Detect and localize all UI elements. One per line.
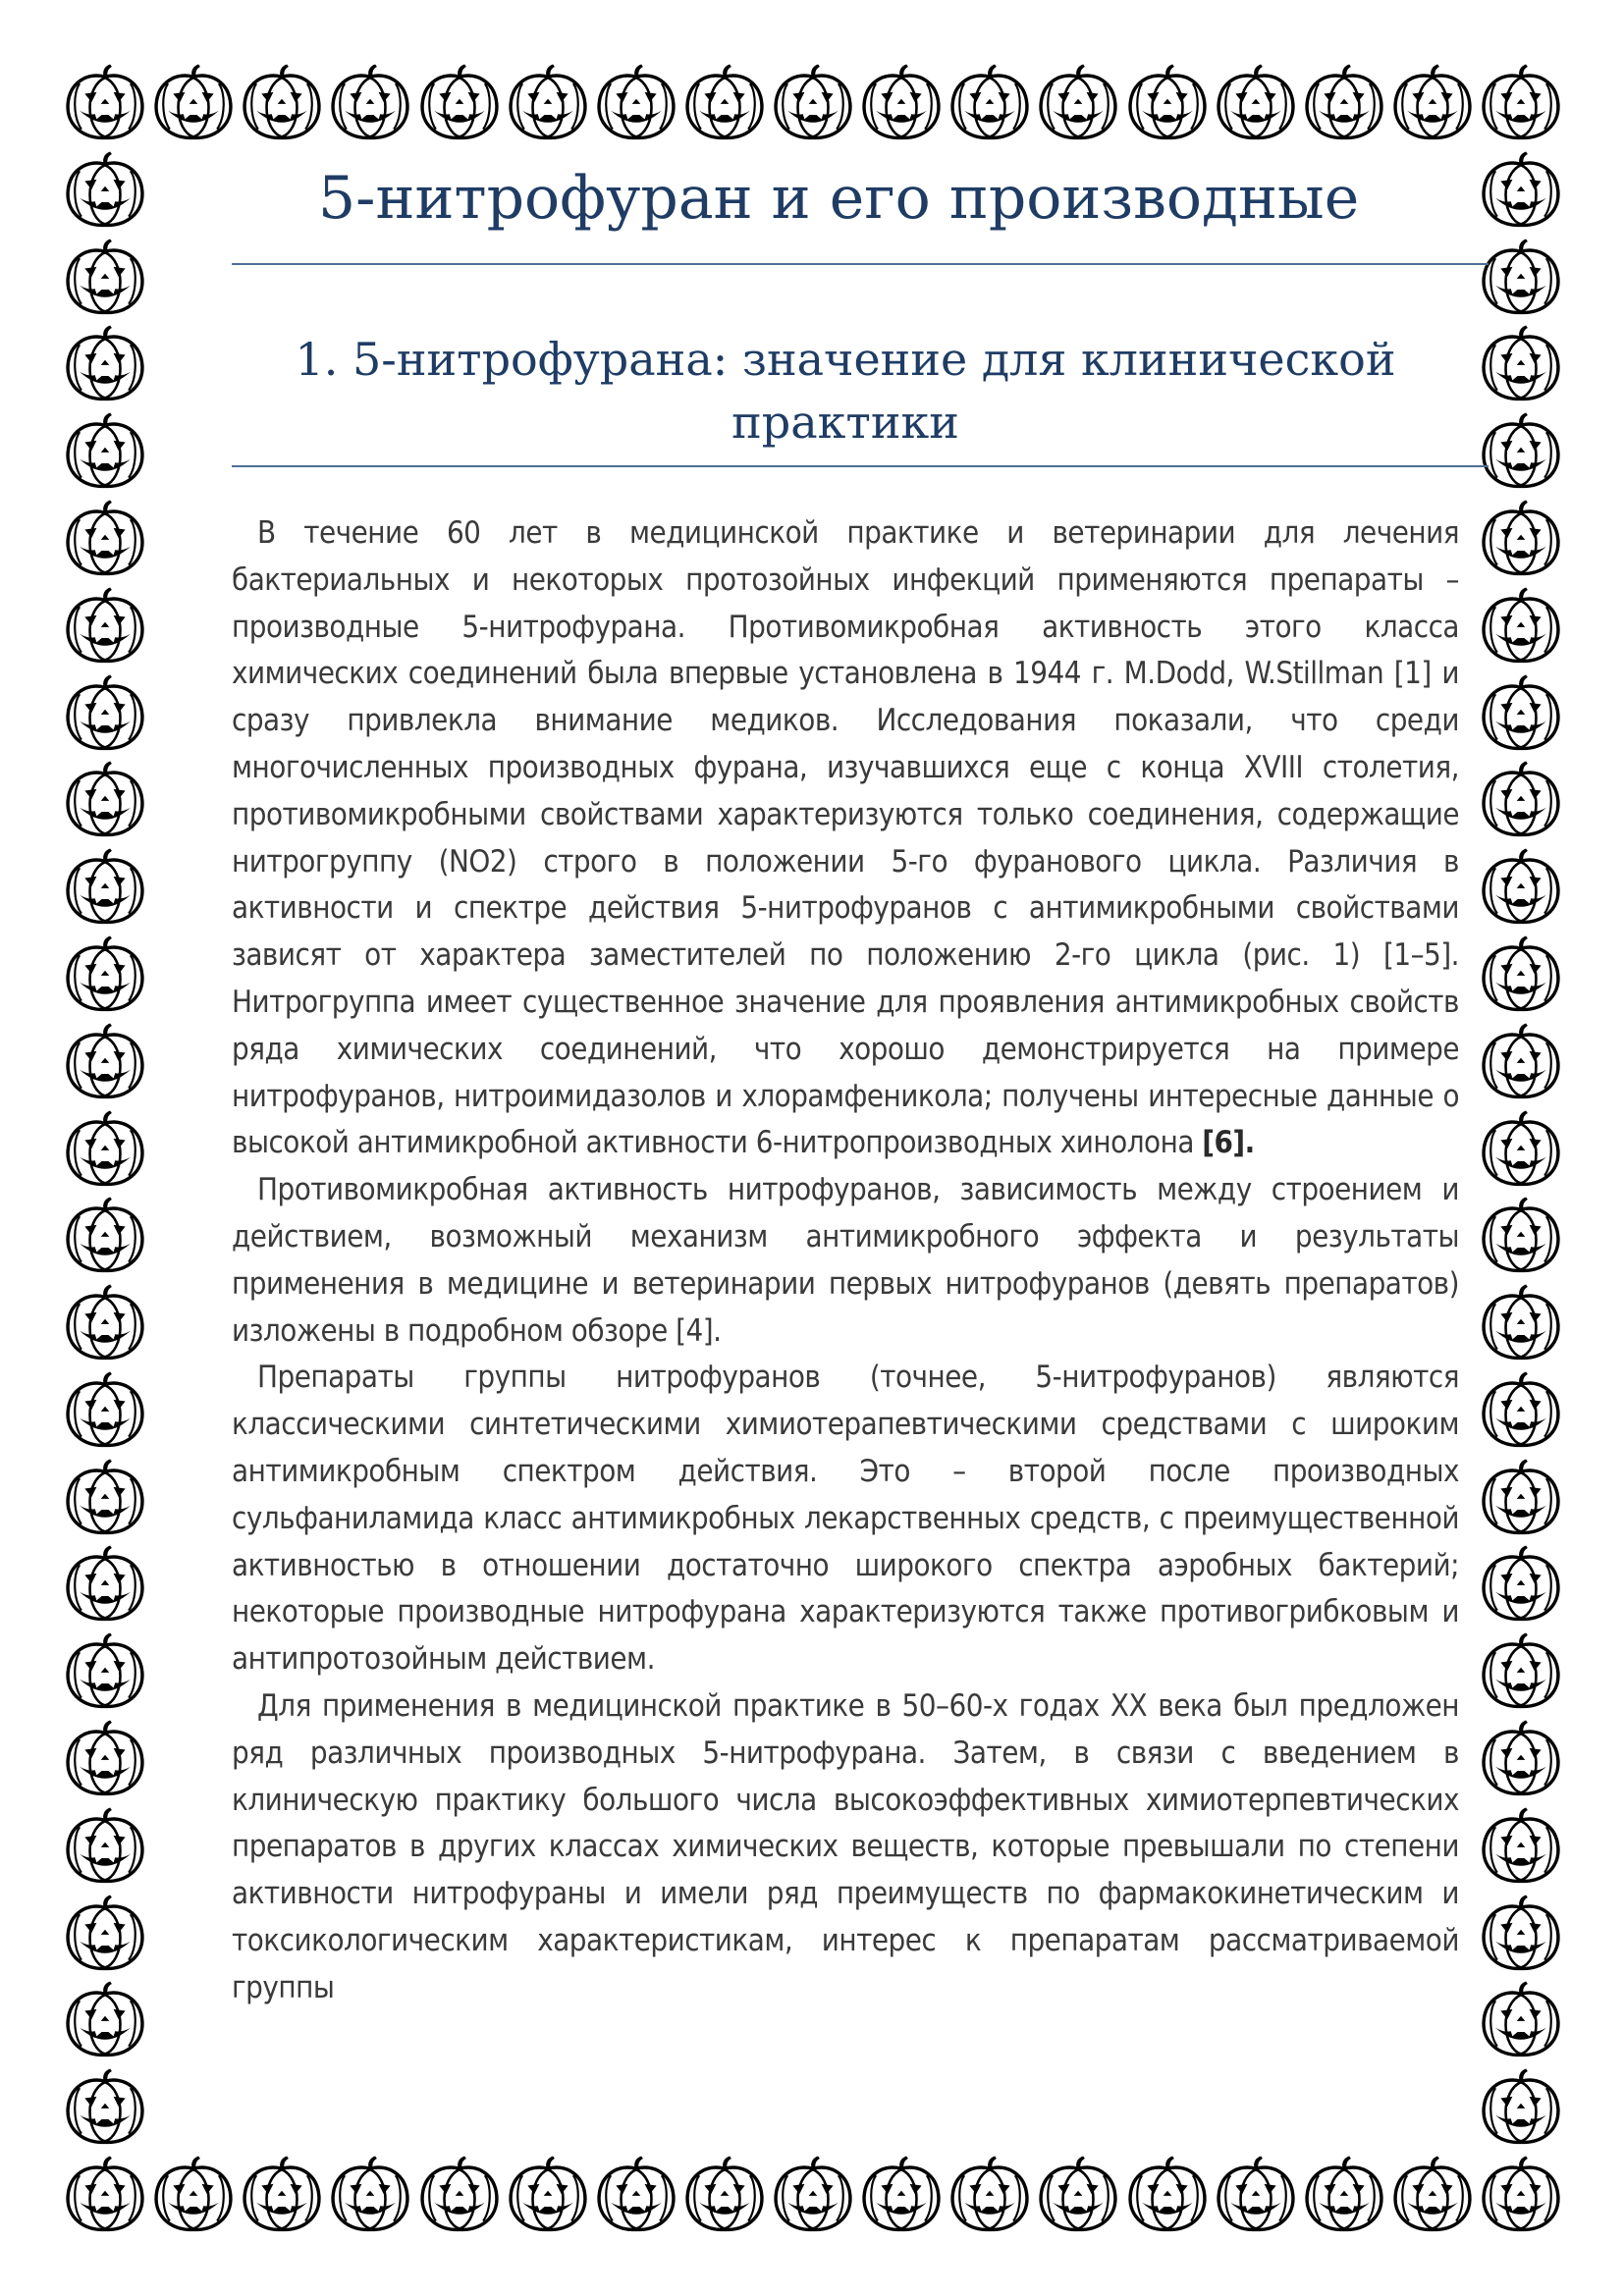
- jack-o-lantern-icon: [1479, 1544, 1563, 1625]
- jack-o-lantern-icon: [1479, 934, 1563, 1015]
- jack-o-lantern-icon: [417, 63, 502, 143]
- jack-o-lantern-icon: [1479, 150, 1563, 231]
- jack-o-lantern-icon: [1479, 1283, 1563, 1363]
- jack-o-lantern-icon: [1390, 2155, 1475, 2235]
- jack-o-lantern-icon: [1479, 1806, 1563, 1887]
- jack-o-lantern-icon: [1479, 1022, 1563, 1102]
- jack-o-lantern-icon: [1036, 63, 1120, 143]
- jack-o-lantern-icon: [63, 1980, 147, 2060]
- jack-o-lantern-icon: [1479, 1458, 1563, 1538]
- jack-o-lantern-icon: [1479, 499, 1563, 579]
- jack-o-lantern-icon: [1479, 673, 1563, 754]
- jack-o-lantern-icon: [1479, 1196, 1563, 1276]
- page-content: [232, 147, 1489, 2012]
- jack-o-lantern-icon: [1479, 324, 1563, 404]
- jack-o-lantern-icon: [63, 1370, 147, 1451]
- jack-o-lantern-icon: [1479, 1631, 1563, 1712]
- title-divider: [232, 263, 1489, 265]
- jack-o-lantern-icon: [682, 63, 767, 143]
- reference-marker: [6].: [1202, 1125, 1255, 1161]
- document-title: 5-нитрофуран и его производные: [318, 164, 1360, 233]
- paragraph: [232, 510, 1459, 1167]
- jack-o-lantern-icon: [771, 2155, 855, 2235]
- jack-o-lantern-icon: [328, 63, 412, 143]
- jack-o-lantern-icon: [63, 1283, 147, 1363]
- jack-o-lantern-icon: [1125, 2155, 1210, 2235]
- paragraph-text: В течение 60 лет в медицинской практике и ветеринарии для лечения бактериальных и некоторых протозойных инфекций применяются препараты – производные 5-нитрофурана. Противомикробная активность этого класса химических соединений была впервые установлена в 1944 г. M.Dodd, W.Stillman [1] и сразу привлекла внимание медиков. Исследования показали, что среди многочисленных производных фурана, изучавшихся еще с конца XVIII столетия, противомикробными свойствами характеризуются только соединения, содержащие нитрогруппу (NO2) строго в положении 5-го фуранового цикла. Различия в активности и спектре действия 5-нитрофуранов с антимикробными свойствами зависят от характера заместителей по положению 2-го цикла (рис. 1) [1–5]. Нитрогруппа имеет существенное значение для проявления антимикробных свойств ряда химических соединений, что хорошо демонстрируется на примере нитрофуранов, нитроимидазолов и хлорамфеникола; получены интересные данные о высокой антимикробной активности 6-нитропроизводных хинолона: [232, 515, 1459, 1161]
- jack-o-lantern-icon: [63, 1719, 147, 1799]
- jack-o-lantern-icon: [771, 63, 855, 143]
- jack-o-lantern-icon: [63, 150, 147, 231]
- jack-o-lantern-icon: [1479, 760, 1563, 840]
- jack-o-lantern-icon: [240, 2155, 324, 2235]
- jack-o-lantern-icon: [594, 63, 678, 143]
- jack-o-lantern-icon: [1302, 63, 1386, 143]
- jack-o-lantern-icon: [240, 63, 324, 143]
- jack-o-lantern-icon: [1479, 1719, 1563, 1799]
- jack-o-lantern-icon: [417, 2155, 502, 2235]
- jack-o-lantern-icon: [1479, 63, 1563, 143]
- jack-o-lantern-icon: [328, 2155, 412, 2235]
- jack-o-lantern-icon: [1479, 1109, 1563, 1190]
- paragraph: Для применения в медицинской практике в 50–60-х годах XX века был предложен ряд различных производных 5-нитрофурана. Затем, в связи с введением в клиническую практику большого числа высокоэффективных химиотерпевтических препаратов в других классах химических веществ, которые превышали по степени активности нитрофураны и имели ряд преимуществ по фармакокинетическим и токсикологическим характеристикам, интерес к препаратам рассматриваемой группы: [232, 1687, 1459, 2005]
- paragraph: Противомикробная активность нитрофуранов, зависимость между строением и действием, возможный механизм антимикробного эффекта и результаты применения в медицине и ветеринарии первых нитрофуранов (девять препаратов) изложены в подробном обзоре [4].: [232, 1172, 1459, 1349]
- jack-o-lantern-icon: [63, 673, 147, 754]
- jack-o-lantern-icon: [63, 1631, 147, 1712]
- jack-o-lantern-icon: [1479, 411, 1563, 492]
- jack-o-lantern-icon: [859, 63, 944, 143]
- jack-o-lantern-icon: [1479, 1894, 1563, 1974]
- jack-o-lantern-icon: [63, 2155, 147, 2235]
- jack-o-lantern-icon: [63, 1894, 147, 1974]
- jack-o-lantern-icon: [1125, 63, 1210, 143]
- section-divider: [232, 465, 1489, 467]
- jack-o-lantern-icon: [63, 238, 147, 318]
- jack-o-lantern-icon: [1479, 847, 1563, 928]
- jack-o-lantern-icon: [151, 63, 236, 143]
- jack-o-lantern-icon: [1479, 1370, 1563, 1451]
- article-body: [232, 510, 1459, 2012]
- jack-o-lantern-icon: [1302, 2155, 1386, 2235]
- jack-o-lantern-icon: [63, 411, 147, 492]
- jack-o-lantern-icon: [506, 63, 590, 143]
- jack-o-lantern-icon: [1214, 2155, 1298, 2235]
- jack-o-lantern-icon: [1479, 238, 1563, 318]
- jack-o-lantern-icon: [63, 847, 147, 928]
- jack-o-lantern-icon: [63, 1196, 147, 1276]
- jack-o-lantern-icon: [63, 499, 147, 579]
- section-heading: 1. 5-нитрофурана: значение для клинической практики: [295, 333, 1396, 449]
- jack-o-lantern-icon: [63, 324, 147, 404]
- jack-o-lantern-icon: [506, 2155, 590, 2235]
- jack-o-lantern-icon: [1479, 2067, 1563, 2148]
- jack-o-lantern-icon: [1214, 63, 1298, 143]
- jack-o-lantern-icon: [63, 1806, 147, 1887]
- jack-o-lantern-icon: [682, 2155, 767, 2235]
- jack-o-lantern-icon: [63, 760, 147, 840]
- jack-o-lantern-icon: [1479, 586, 1563, 667]
- jack-o-lantern-icon: [63, 63, 147, 143]
- jack-o-lantern-icon: [594, 2155, 678, 2235]
- jack-o-lantern-icon: [947, 63, 1032, 143]
- jack-o-lantern-icon: [63, 1109, 147, 1190]
- jack-o-lantern-icon: [859, 2155, 944, 2235]
- jack-o-lantern-icon: [1479, 2155, 1563, 2235]
- jack-o-lantern-icon: [63, 1022, 147, 1102]
- jack-o-lantern-icon: [1036, 2155, 1120, 2235]
- jack-o-lantern-icon: [1479, 1980, 1563, 2060]
- jack-o-lantern-icon: [63, 934, 147, 1015]
- jack-o-lantern-icon: [1390, 63, 1475, 143]
- jack-o-lantern-icon: [63, 1458, 147, 1538]
- jack-o-lantern-icon: [63, 1544, 147, 1625]
- jack-o-lantern-icon: [63, 2067, 147, 2148]
- jack-o-lantern-icon: [63, 586, 147, 667]
- jack-o-lantern-icon: [151, 2155, 236, 2235]
- paragraph: Препараты группы нитрофуранов (точнее, 5-нитрофуранов) являются классическими синтетическими химиотерапевтическими средствами с широким антимикробным спектром действия. Это – второй после производных сульфаниламида класс антимикробных лекарственных средств, с преимущественной активностью в отношении достаточно широкого спектра аэробных бактерий; некоторые производные нитрофурана характеризуются также противогрибковым и антипротозойным действием.: [232, 1360, 1459, 1678]
- jack-o-lantern-icon: [947, 2155, 1032, 2235]
